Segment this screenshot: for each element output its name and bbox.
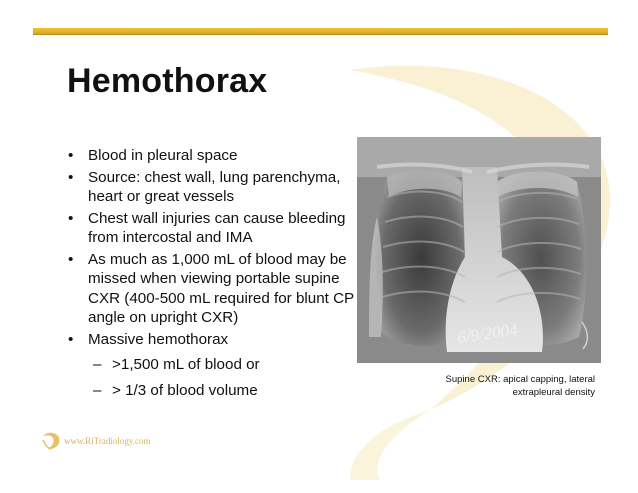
sub-bullet-item (66, 355, 366, 375)
sub-bullet-dash-icon: – (93, 356, 102, 373)
bullet-item (66, 168, 366, 207)
bullet-text: Blood in pleural space (88, 147, 238, 164)
sub-bullet-text: > 1/3 of blood volume (112, 381, 258, 399)
bullet-text: Chest wall injuries can cause bleeding from intercostal and IMA (88, 209, 346, 246)
top-accent-bar (33, 28, 608, 35)
bullet-dot-icon: • (68, 250, 74, 268)
bullet-text: Source: chest wall, lung parenchyma, heart or great vessels (88, 168, 341, 205)
footer-url[interactable]: www.RiTradiology.com (64, 436, 151, 446)
bullet-item (66, 209, 366, 248)
bullet-item (66, 250, 366, 328)
footer-logo-icon (40, 430, 62, 452)
bullet-dot-icon: • (68, 168, 74, 186)
chest-xray-image (357, 137, 601, 363)
chest-xray-illustration (357, 137, 601, 363)
sub-bullet-item (66, 381, 366, 401)
bullet-item (66, 330, 366, 350)
sub-bullet-text: >1,500 mL of blood or (112, 356, 260, 373)
image-caption (385, 373, 595, 399)
bullet-list (66, 146, 366, 400)
bullet-dot-icon: • (68, 209, 74, 227)
bullet-text: Massive hemothorax (88, 330, 229, 348)
slide-title: Hemothorax (67, 62, 268, 100)
bullet-dot-icon: • (68, 147, 74, 164)
caption-line: extrapleural density (512, 387, 595, 398)
caption-line: Supine CXR: apical capping, lateral (445, 374, 595, 385)
sub-bullet-dash-icon: – (93, 381, 102, 399)
bullet-dot-icon: • (68, 330, 74, 348)
bullet-item (66, 146, 366, 166)
xray-date-marking: 6/9/2004 (456, 319, 519, 348)
bullet-text: As much as 1,000 mL of blood may be missed when viewing portable supine CXR (400-500 mL required for blunt CP angle on upright CXR) (88, 250, 354, 326)
